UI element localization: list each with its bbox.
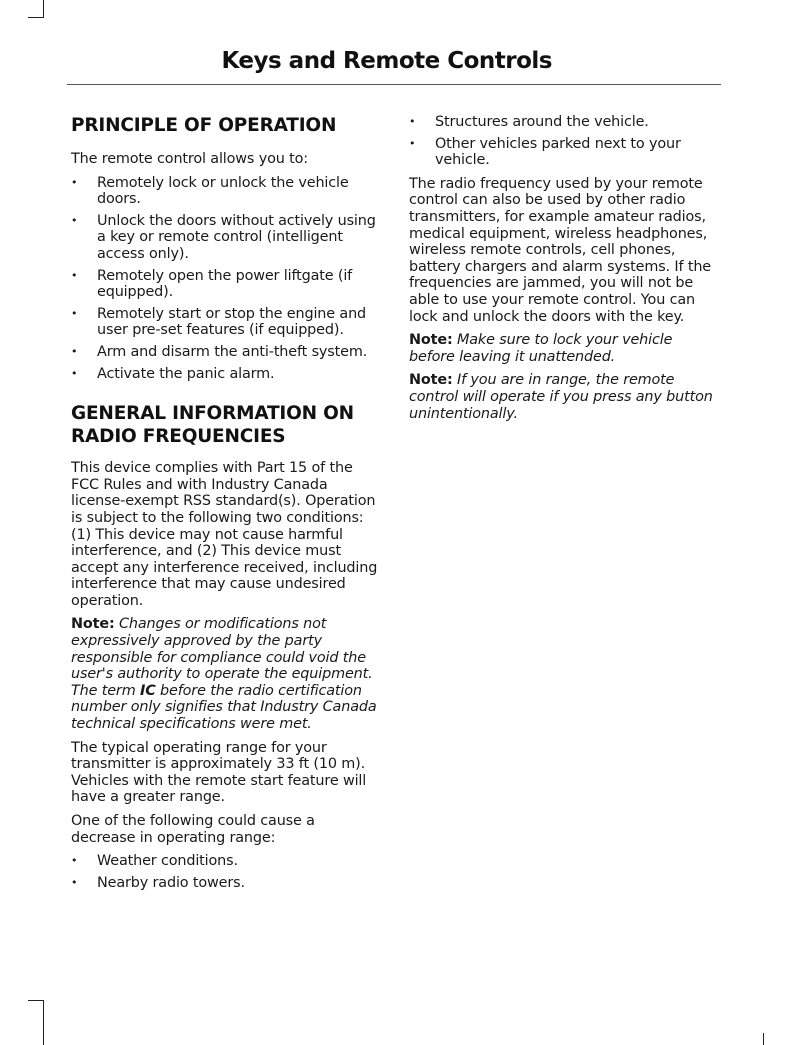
crop-mark [28, 17, 44, 18]
note-text: Changes or modifications not expressively approved by the party responsible for compliance could void the user's authority to operate the equipment. The term [71, 616, 373, 699]
frequency-paragraph: The radio frequency used by your remote control can also be used by other radio transmitters, for example amateur radios, medical equipment, wireless headphones, wireless remote controls, cell phones, battery chargers and alarm systems. If the frequencies are jammed, you will not be able to use your remote control. You can lock and unlock the doors with the key. [409, 175, 712, 325]
note-label: Note: [71, 616, 115, 633]
note-modifications [71, 616, 381, 732]
note-label: Note: [409, 372, 453, 389]
note-text: Make sure to lock your vehicle before leaving it unattended. [409, 332, 673, 365]
right-column [409, 114, 721, 429]
list-item: • Unlock the doors without actively using a key or remote control (intelligent access only). [71, 213, 381, 263]
note-lock-vehicle [409, 332, 721, 365]
range-paragraph: The typical operating range for your transmitter is approximately 33 ft (10 m). Vehicles with the remote start feature will have a greater range. [71, 739, 367, 806]
list-item: • Remotely start or stop the engine and user pre-set features (if equipped). [71, 306, 381, 339]
list-item: • Remotely open the power liftgate (if equipped). [71, 268, 381, 301]
fcc-paragraph: This device complies with Part 15 of the FCC Rules and with Industry Canada license-exempt RSS standard(s). Operation is subject to the following two conditions: (1) This device may not cause harmful interference, and (2) This device must accept any interference received, including interference that may cause undesired operation. [71, 460, 378, 609]
crop-mark [763, 1033, 764, 1045]
range-decrease-paragraph: One of the following could cause a decrease in operating range: [71, 813, 315, 846]
intro-text: The remote control allows you to: [71, 151, 308, 167]
list-item: • Activate the panic alarm. [71, 366, 381, 383]
note-text: If you are in range, the remote control will operate if you press any button unintentionally. [409, 372, 713, 422]
crop-mark [43, 0, 44, 17]
left-column [71, 114, 381, 898]
crop-mark [43, 1000, 44, 1045]
list-item: • Other vehicles parked next to your vehicle. [409, 136, 721, 169]
feature-list [71, 175, 381, 383]
list-item: • Arm and disarm the anti-theft system. [71, 344, 381, 361]
list-item: • Nearby radio towers. [71, 875, 381, 892]
section-heading-radio: GENERAL INFORMATION ON RADIO FREQUENCIES [71, 403, 354, 448]
list-item: • Structures around the vehicle. [409, 114, 721, 131]
page-title: Keys and Remote Controls [221, 48, 552, 74]
note-range-operation [409, 372, 721, 422]
range-causes-list-continued [409, 114, 721, 169]
list-item: • Weather conditions. [71, 853, 381, 870]
section-heading-principle: PRINCIPLE OF OPERATION [71, 115, 337, 136]
crop-mark [28, 1000, 44, 1001]
list-item: • Remotely lock or unlock the vehicle doors. [71, 175, 381, 208]
note-text: before the radio certification number only signifies that Industry Canada technical specifications were met. [71, 682, 377, 733]
note-label: Note: [409, 332, 453, 349]
header-divider [67, 84, 721, 85]
ic-term: IC [140, 682, 156, 699]
range-causes-list [71, 853, 381, 891]
